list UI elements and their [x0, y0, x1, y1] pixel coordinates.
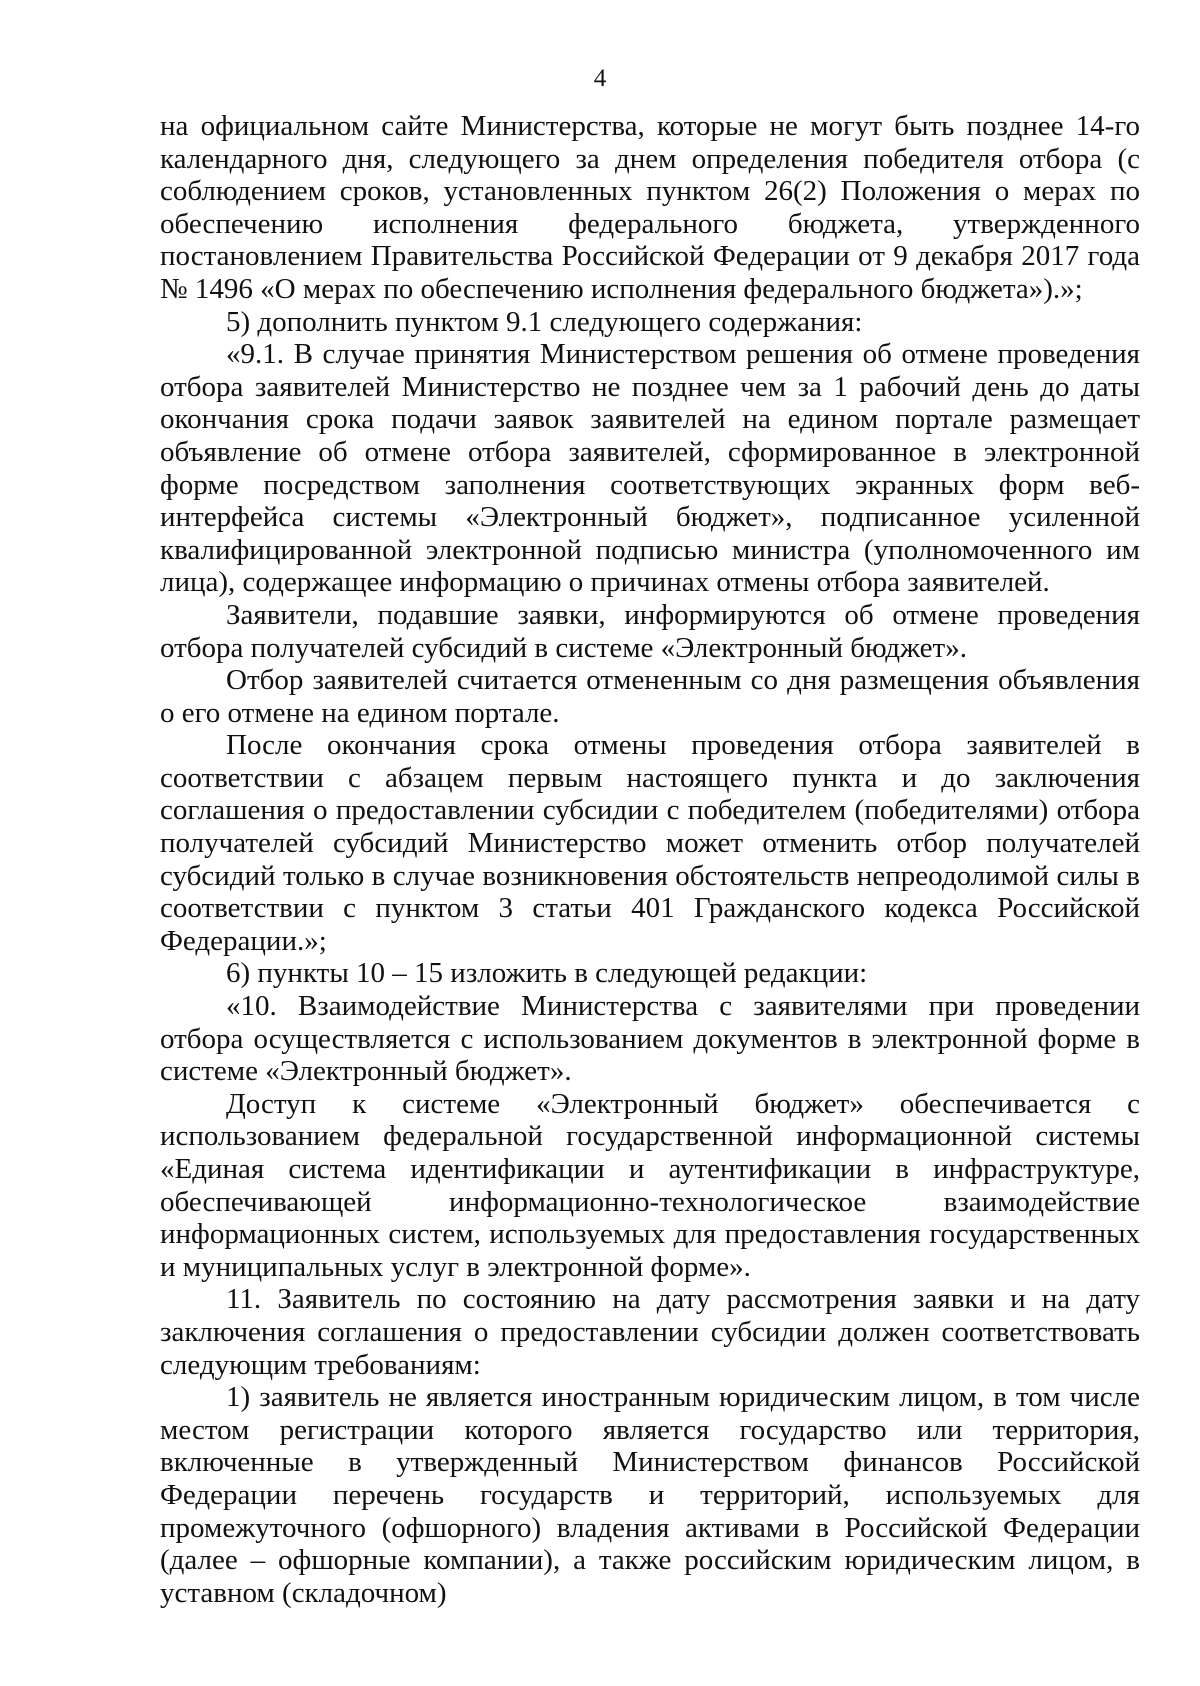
paragraph-clause-10: «10. Взаимодействие Министерства с заявителями при проведении отбора осуществляется с использованием документов в электронной форме в системе «Электронный бюджет».: [160, 990, 1140, 1088]
paragraph-continuation: на официальном сайте Министерства, которые не могут быть позднее 14-го календарного дня, следующего за днем определения победителя отбора (с соблюдением сроков, установленных пунктом 26(2) Положения о мерах по обеспечению исполнения федерального бюджета, утвержденного постановлением Правительства Российской Федерации от 9 декабря 2017 года № 1496 «О мерах по обеспечению исполнения федерального бюджета»).»;: [160, 110, 1140, 305]
paragraph-selection-cancelled: Отбор заявителей считается отмененным со дня размещения объявления о его отмене на едином портале.: [160, 664, 1140, 729]
paragraph-item-5: 5) дополнить пунктом 9.1 следующего содержания:: [226, 305, 863, 338]
paragraph-requirement-1: 1) заявитель не является иностранным юридическим лицом, в том числе местом регистрации которого является государство или территория, включенные в утвержденный Министерством финансов Российской Федерации перечень государств и территорий, используемых для промежуточного (офшорного) владения активами в Российской Федерации (далее – офшорные компании), а также российским юридическим лицом, в уставном (складочном): [160, 1381, 1140, 1609]
paragraph-item-6: 6) пункты 10 – 15 изложить в следующей редакции:: [226, 957, 868, 990]
paragraph-force-majeure: После окончания срока отмены проведения отбора заявителей в соответствии с абзацем первым настоящего пункта и до заключения соглашения о предоставлении субсидии с победителем (победителями) отбора получателей субсидий Министерство может отменить отбор получателей субсидий только в случае возникновения обстоятельств непреодолимой силы в соответствии с пунктом 3 статьи 401 Гражданского кодекса Российской Федерации.»;: [160, 729, 1140, 957]
document-body: [160, 110, 1140, 1609]
paragraph-clause-11: 11. Заявитель по состоянию на дату рассмотрения заявки и на дату заключения соглашения о предоставлении субсидии должен соответствовать следующим требованиям:: [160, 1283, 1140, 1381]
page-number: 4: [593, 65, 607, 92]
paragraph-clause-9-1: «9.1. В случае принятия Министерством решения об отмене проведения отбора заявителей Министерство не позднее чем за 1 рабочий день до даты окончания срока подачи заявок заявителей на едином портале размещает объявление об отмене отбора заявителей, сформированное в электронной форме посредством заполнения соответствующих экранных форм веб-интерфейса системы «Электронный бюджет», подписанное усиленной квалифицированной электронной подписью министра (уполномоченного им лица), содержащее информацию о причинах отмены отбора заявителей.: [160, 338, 1140, 599]
paragraph-applicants-informed: Заявители, подавшие заявки, информируются об отмене проведения отбора получателей субсидий в системе «Электронный бюджет».: [160, 598, 1140, 664]
paragraph-access-system: Доступ к системе «Электронный бюджет» обеспечивается с использованием федеральной государственной информационной системы «Единая система идентификации и аутентификации в инфраструктуре, обеспечивающей информационно-технологическое взаимодействие информационных систем, используемых для предоставления государственных и муниципальных услуг в электронной форме».: [160, 1087, 1140, 1283]
